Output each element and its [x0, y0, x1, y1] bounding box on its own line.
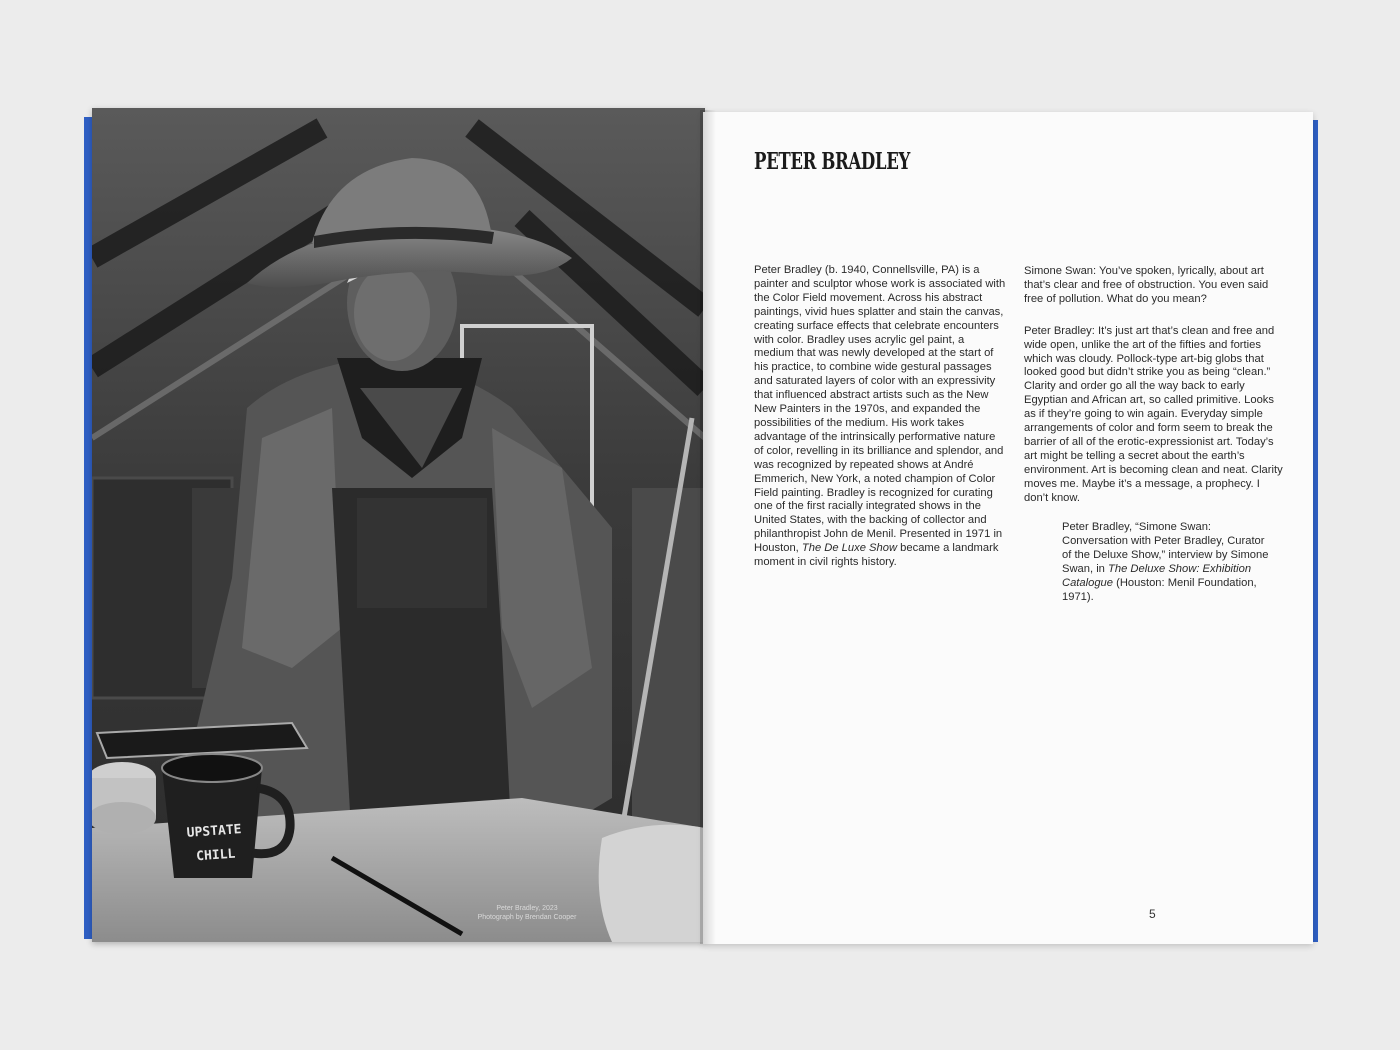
- photo-caption-line1: Peter Bradley, 2023: [496, 905, 558, 912]
- mug-text-line2: CHILL: [195, 846, 236, 865]
- citation: [1062, 521, 1272, 604]
- bio-part1: Peter Bradley (b. 1940, Connellsville, PA) is a painter and sculptor whose work is associated with the Color Field movement. Across his abstract paintings, vivid hues splatter and stain the canvas, creating surface effects that celebrate encounters with color. Bradley uses acrylic gel paint, a medium that was newly developed at the start of his practice, to combine wide gestural passages and saturated layers of color with an expressivity that influenced abstract artists such as the New New Painters in the 1970s, and expanded the possibilities of the medium. His work takes advantage of the intrinsically performative nature of color, revelling in its brilliance and splendor, and was recognized by repeated shows at André Emmerich, New York, a noted champion of Color Field painting. Bradley is recognized for curating one of the first racially integrated shows in the United States, with the backing of collector and philanthropist John de Menil. Presented in 1971 in Houston,: [754, 264, 1006, 555]
- mug-text-line1: UPSTATE: [186, 822, 242, 841]
- book-gutter: [700, 110, 716, 944]
- page-number: 5: [1149, 907, 1156, 921]
- interview-answer: Peter Bradley: It’s just art that’s clean and free and wide open, unlike the art of the fifties and forties which was cloudy. Pollock-type art-big globs that looked good but didn’t strike you as being “clean.” Clarity and order go all the way back to early Egyptian and African art, so called primitive. Looks as if they’re going to win again. Everyday simple arrangements of color and form seem to break the barrier of all of the erotic-expressionist art. Today’s art might be telling a secret about the earth’s environment. Art is becoming clean and neat. Clarity moves me. Maybe it’s a message, a prophecy. I don’t know.: [1024, 324, 1283, 504]
- photo-caption: [472, 904, 582, 922]
- interview-text: [1024, 265, 1284, 524]
- citation-part2: (Houston: Menil Foundation, 1971).: [1062, 576, 1257, 603]
- page-title: PETER BRADLEY: [754, 148, 910, 175]
- citation-part1: Peter Bradley, “Simone Swan: Conversation with Peter Bradley, Curator of the Deluxe Show,” interview by Simone Swan, in: [1062, 521, 1269, 575]
- interview-question: Simone Swan: You’ve spoken, lyrically, about art that’s clear and free of obstruction. You even said free of pollution. What do you mean?: [1024, 265, 1269, 305]
- bio-part2: became a landmark moment in civil rights history.: [754, 542, 999, 569]
- mug-text: [168, 817, 261, 871]
- left-page: [92, 108, 705, 942]
- right-page: [703, 112, 1313, 944]
- portrait-photo: [92, 108, 705, 942]
- biography-text: [754, 264, 1006, 570]
- bio-italic: The De Luxe Show: [801, 542, 898, 555]
- citation-italic: The Deluxe Show: Exhibition Catalogue: [1062, 562, 1252, 589]
- photo-caption-line2: Photograph by Brendan Cooper: [477, 914, 577, 921]
